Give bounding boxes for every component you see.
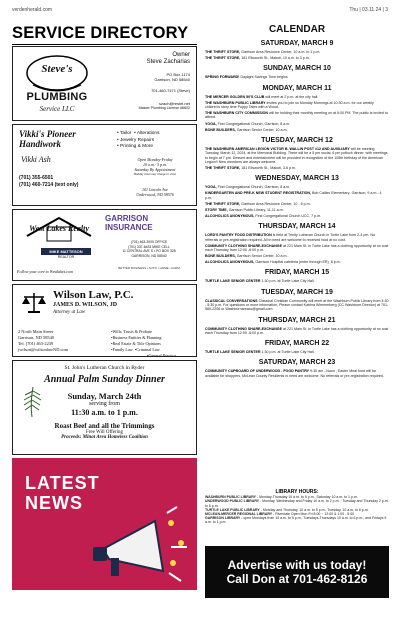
calendar-event-name: COMMUNITY CLOTHING SHARE-EXCHANGE [205,326,283,331]
calendar-event-text: Garrison Area Resource Center, 10 - 6 p.m. [241,201,311,206]
advertise-line-1: Advertise with us today! [227,558,367,572]
library-entry [205,499,389,507]
calendar-event [205,369,389,378]
calendar-day-heading: SATURDAY, MARCH 9 [260,40,334,47]
wilson-address: 2 North Main Street Garrison, ND 58540 Tel. (701) 463-2239 jwilson@wilsonlawND.com [18,329,69,352]
calendar-event-name: ALCOHOLICS ANONYMOUS, [205,213,255,218]
issue-info: Thu | 03.11.24 | 3 [349,7,388,13]
vikkis-logo: Vikki's Pioneer Handiwork [19,129,76,149]
steves-logo-top: Steve's [41,63,73,75]
calendar-event-text: Daylight Savings Time begins [240,75,288,80]
library-entry [205,516,389,524]
calendar-event-name: CLASSICAL CONVERSATIONS [205,298,258,303]
calendar-event-name: COMMUNITY CLOTHING SHARE-EXCHANGE [205,243,283,248]
calendar-event [205,260,389,264]
calendar-event-text: Bob Callies Elementary- Garrison, 9 a.m.- 4 p.m. [205,191,382,200]
calendar-day-heading: WEDNESDAY, MARCH 13 [255,175,339,183]
lutheran-serving: serving from [89,401,120,407]
calendar-event [205,166,389,170]
scales-icon [21,291,47,315]
garrison-logo: GARRISON INSURANCE [105,214,153,232]
calendar-event-name: YOGA, [205,185,217,190]
calendar-event-name: THE THRIFT STORE, [205,201,241,206]
page-title: SERVICE DIRECTORY [12,24,189,42]
calendar-event-text: Classical Christian Community will meet at the Washburn Public Library from 4:30 - 5:30 p.m. For questions or more information, Please contact Katrina Wimmerberg (CC Washburn Director) at 701-989-2206 or Washburnareacc@gmail.com [205,298,389,312]
westlakes-agent-title: REALTOR [57,255,75,259]
calendar-event [205,244,389,253]
library-hours-text: - Monday, Wednesday and Friday 10 a.m. to 2 p.m. ; Tuesday and Thursday 2 p.m. to 6 p.m. [205,499,389,508]
calendar-event-text: at 221 Main St. in Turtle Lake has a clothing opportunity at no cost each Thursday from 12:00 -6:00 p.m. [205,243,389,252]
library-hours-title: LIBRARY HOURS: [275,489,319,495]
vikkis-phone-2: (701) 460-7214 (text only) [19,182,79,188]
calendar-event-name: STORY TIME, [205,207,228,212]
vikkis-services [117,131,160,151]
calendar-event [205,279,389,283]
calendar-day-heading: THURSDAY, MARCH 21 [258,316,336,324]
lutheran-offering: Free Will Offering [85,430,124,435]
vikkis-service-row-1: • Tailor • Alterations [117,131,160,136]
calendar-event [205,327,389,336]
calendar-event-text: 1:30 p.m. at Turtle Lake City Hall. [261,279,315,284]
vikkis-phone-1: (701) 355-6501 [19,175,54,181]
calendar-event-name: THE MERCER GOLDEN 50'S CLUB [205,94,265,99]
westlakes-logo: West Lakes Realty [29,224,89,233]
library-hours-text: - Riverdale Open Mon-Fri 8:00 ~ 12:00 & 1:00 - 5:00 [273,512,355,517]
garrison-panel [105,214,193,270]
calendar-title: CALENDAR [268,24,326,35]
calendar-event-text: at 221 Main St. in Turtle Lake has a clothing opportunity at no cost each Thursday from 12:00 -6:00 p.m. [205,326,389,335]
ad-steves-plumbing [12,46,197,121]
vikkis-signature: Vikki Ash [21,155,51,164]
steves-email: szach@restel.net [159,101,190,106]
calendar-event [205,147,389,164]
calendar-event [205,122,389,126]
steves-license: Master Plumbing License #6602 [138,106,190,110]
calendar-day-heading: FRIDAY, MARCH 22 [264,340,330,348]
calendar-event-text: will be meeting Tuesday, March 12, 2024, at the Memorial Building. There will be a 5 pm social, 6 pm potluck dinner, with meetings to begin at 7 pm. Dessert and entertainment will be provided in recognition of the 105th birthday of the American Legion!! New members are always welcome. [205,146,388,164]
calendar-event-name: ALCOHOLICS ANONYMOUS, [205,260,255,265]
calendar-event-text: invites you to join us Monday Mornings at 10:30 a.m. for our weekly children's story time Puppy Tales with a Wood. [205,100,374,110]
westlakes-agent: MIKE MATTESON [41,248,91,255]
calendar-day-heading: MONDAY, MARCH 11 [262,84,332,92]
steves-logo-sub: Service LLC [39,105,75,113]
calendar-days [205,40,389,378]
calendar-event-text: 9:30 am - Noon ; Easter Meal food will be available for shoppers. McLean County Residents in need are welcome. No referrals or pre-registration required. [205,369,384,378]
calendar-event-name: TURTLE LAKE SENIOR CENTER [205,279,261,284]
calendar-event [205,254,389,258]
calendar-day-heading: TUESDAY, MARCH 12 [261,136,333,144]
library-hours [205,490,389,525]
calendar-event [205,95,389,99]
calendar-event-name: SPRING FORWARD! [205,75,240,80]
calendar-day-heading: TUESDAY, MARCH 19 [261,288,333,296]
calendar-event-name: THE WASHBURN PUBLIC LIBRARY [205,100,266,105]
calendar-event-text: Garrison Hospital cafeteria (enter through ER), 8 p.m. [255,260,341,265]
steves-owner-label: Owner [172,52,190,58]
steves-address-2: Garrison, ND 58540 [154,77,190,82]
calendar-event [205,202,389,206]
wilson-firm: Wilson Law, P.C. [53,289,134,301]
lutheran-menu: Roast Beef and all the Trimmings [54,422,155,430]
library-name: UNDERWOOD PUBLIC LIBRARY [205,499,260,504]
page-header [12,6,388,14]
ad-vikkis-handiwork [12,124,197,206]
vikkis-hours: Open Monday-Friday 10 a.m.- 5 p.m. Saturday By Appointment Holiday times may change or close [133,157,177,177]
library-hours-text: - Monday and Thursday, 10 a.m. to 5 p.m.; Tuesday, 10 a.m. to 6 p.m. [260,507,369,512]
calendar-event-text: First Congregational Church, Garrison, 8 a.m. [217,185,291,190]
vikkis-phones [19,175,78,189]
calendar-event [205,128,389,132]
lutheran-time: 11:30 a.m. to 1 p.m. [71,408,138,417]
wilson-role: Attorney at Law [53,310,86,315]
calendar-event [205,111,389,120]
calendar-event-text: Garrison Public Library, 11-11 a.m. [228,207,284,212]
calendar-event-name: KINDERGARTEN AND PRE-K NEW STUDENT REGISTRATION, [205,191,312,196]
steves-info [95,52,190,111]
calendar-event-name: BONE BUILDERS, [205,127,236,132]
calendar-event-name: THE THRIFT STORE, [205,165,241,170]
calendar-event [205,101,389,110]
advertise-banner[interactable] [205,546,389,598]
lutheran-proceeds: Proceeds: Minot Area Homeless Coalition [61,435,148,440]
title-rule [12,44,197,45]
calendar-event [205,191,389,200]
wilson-practice-left: •Wills, Trusts & Probate •Business Entities & Planning •Real Estate & Title Opinions •Family Law •Criminal Law •General Practice [111,329,177,357]
calendar-event-name: LORD'S PANTRY FOOD DISTRIBUTION [205,233,272,238]
calendar-event-name: COMMUNITY CUPBOARD OF UNDERWOOD - FOOD PANTRY [205,369,310,374]
vikkis-service-row-2: • Jewelry Repairs [117,137,155,143]
lutheran-date: Sunday, March 24th [67,391,142,401]
latest-word: LATEST [25,473,100,493]
library-name: TURTLE LAKE PUBLIC LIBRARY [205,507,260,512]
library-hours-entries [205,495,389,524]
calendar-event-name: THE WASHBURN AMERICAN LEGION VICTOR B. WALLIN POST #12 AND AUXILIARY [205,146,350,151]
megaphone-icon [83,503,193,587]
calendar-event-name: YOGA, [205,121,217,126]
calendar-event-text: First Congregational Church, Garrison, 8 a.m. [217,121,291,126]
westlakes-panel [17,214,101,278]
wilson-attorney: JAMES D. WILSON, JD [53,302,118,308]
library-name: WASHBURN PUBLIC LIBRARY [205,495,257,500]
library-name: GARRISON LIBRARY [205,516,241,521]
calendar-event-text: 1:30 p.m. at Turtle Lake City Hall. [261,350,315,355]
palm-leaf-icon [21,385,43,419]
steves-logo-main: PLUMBING [26,91,88,103]
steves-address-1: PO Box 1174 [166,72,190,77]
lutheran-event: Annual Palm Sunday Dinner [44,374,165,385]
steves-phone: 701-460-7471 (Steve) [151,88,190,93]
calendar-event [205,214,389,218]
steves-logo [17,51,97,119]
calendar-event-text: is held at Trinity Lutheran Church in Turtle Lake from 2-4 pm. No referrals or pre-registration required. All in need are welcome to received food at no cost. [205,233,375,242]
calendar-event-text: Garrison Senior Center, 10 a.m. [236,253,288,258]
calendar-event-name: THE THRIFT STORE, [205,50,241,54]
calendar-event-name: THE THRIFT STORE, [205,56,241,61]
ad-wilson-law [12,284,197,357]
calendar-event-text: 181 Ellsworth St., Makoti, 3-6 p.m. [241,165,297,170]
calendar-event [205,75,389,79]
calendar-day-heading: SUNDAY, MARCH 10 [263,65,331,73]
calendar-event-name: THE WASHBURN CITY COMMISSION [205,111,269,116]
calendar-event-text: will be holding their monthly meeting on at 6:00 PM. The public is invited to attend. [205,111,388,120]
garrison-details: (701) 463-2000 OFFICE (701) 337-6433 MIKE CELL 11 CENTRAL AVE S • PO BOX 328 GARRISON, ND 58540 [122,240,176,258]
calendar-event-text: 181 Ellsworth St., Makoti, 10 a.m. to 3 p.m. [241,56,310,61]
calendar-event-text: will meet at 2 p.m. at the city hall. [265,94,319,99]
calendar-event [205,299,389,312]
calendar-event [205,233,389,242]
calendar-event [205,50,389,54]
advertise-line-2: Call Don at 701-462-8126 [226,572,368,586]
calendar-event-text: First Congregational Church UCC, 7 p.m. [255,213,322,218]
ad-lutheran-dinner [12,360,197,455]
library-hours-text: - Monday-Thursday 10 a.m. to 6 p.m., Saturday 10 a.m. to 1 p.m. [257,495,358,500]
library-name: MCLEAN-MERCER REGIONAL LIBRARY [205,512,273,517]
site-name: verdenherald.com [12,7,53,13]
calendar-event [205,350,389,354]
ad-latest-news [12,458,197,590]
lutheran-church: St. John's Lutheran Church in Ryder [64,365,145,371]
calendar-event-name: TURTLE LAKE SENIOR CENTER [205,350,261,355]
ad-westlakes-garrison [12,209,197,281]
calendar-event [205,185,389,189]
westlakes-tagline: Follow your core to Westlakes.com [17,269,74,274]
news-word: NEWS [25,493,83,513]
calendar-event-text: Garrison Area Resource Center, 10 a.m. to 1 p.m. [241,50,321,54]
calendar-day-heading: THURSDAY, MARCH 14 [258,223,336,231]
calendar-event-name: BONE BUILDERS, [205,253,236,258]
steves-owner: Steve Zacharias [146,59,190,65]
vikkis-address: 101 Lincoln Ave Underwood, ND 58576 [136,187,174,197]
calendar-day-heading: FRIDAY, MARCH 15 [264,269,330,277]
calendar-event-text: Garrison Senior Center, 10 a.m. [236,127,288,132]
calendar [205,24,389,380]
garrison-footer: BETTER BUSINESS • AUTO • HOME • FARM [118,266,180,270]
calendar-day-heading: SATURDAY, MARCH 23 [258,359,336,367]
library-hours-text: - open Mondays from 10 a.m. to 5 p.m., Tuesdays-Thursdays 10 a.m. to 6 p.m., and Fridays 9 a.m. to 1 p.m. [205,516,387,525]
calendar-event [205,56,389,60]
vikkis-service-row-3: • Printing & More [117,144,154,149]
calendar-event [205,208,389,212]
